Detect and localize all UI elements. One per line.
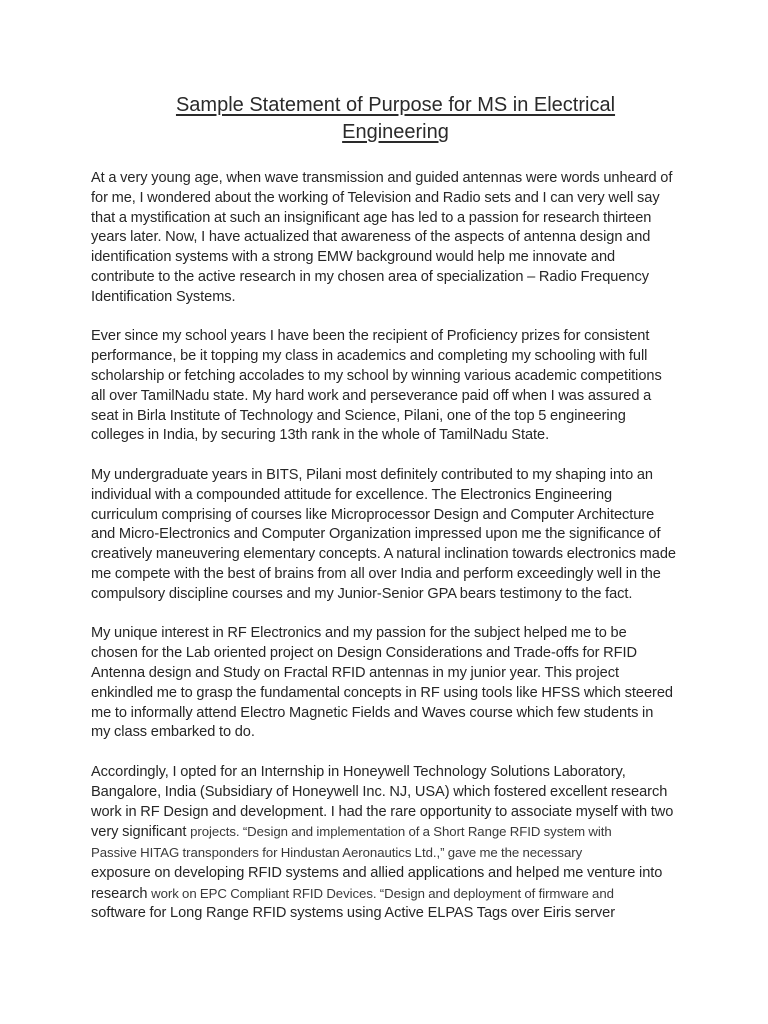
text-line: creatively maneuvering elementary concepts. A natural inclination towards electronics made [91,546,676,563]
text-line: colleges in India, by securing 13th rank in the whole of TamilNadu State. [91,427,550,444]
text-line: chosen for the Lab oriented project on Design Considerations and Trade-offs for RFID [91,645,637,662]
text-line: scholarship or fetching accolades to my school by winning various academic competitions [91,367,662,384]
text-line: me compete with the best of brains from all over India and perform exceedingly well in the [91,565,661,582]
paragraph-2 [91,327,708,446]
text-line: compulsory discipline courses and my Junior-Senior GPA bears testimony to the fact. [91,585,633,602]
text-line: Ever since my school years I have been the recipient of Proficiency prizes for consistent [91,328,650,345]
text-line: for me, I wondered about the working of Television and Radio sets and I can very well say [91,189,660,206]
text-line: and Micro-Electronics and Computer Organization impressed upon me the significance of [91,526,661,543]
text-line: My undergraduate years in BITS, Pilani most definitely contributed to my shaping into an [91,466,653,483]
text-run-small: work on EPC Compliant RFID Devices. “Design and deployment of firmware and [151,885,614,901]
text-line [91,803,708,823]
text-line: that a mystification at such an insignificant age has led to a passion for research thirteen [91,209,652,226]
text-line: seat in Birla Institute of Technology and Science, Pilani, one of the top 5 engineering [91,407,626,424]
paragraph-1 [91,169,708,308]
text-line [91,783,708,803]
text-run: software for Long Range RFID systems using Active ELPAS Tags over Eiris server [91,905,616,922]
text-line: years later. Now, I have actualized that awareness of the aspects of antenna design and [91,229,651,246]
document-title [91,92,708,146]
title-line-2: Engineering [342,121,449,143]
text-run: work in RF Design and development. I had the rare opportunity to associate myself with two [91,803,674,820]
text-run: Accordingly, I opted for an Internship in Honeywell Technology Solutions Laboratory, [91,763,626,780]
text-line: Antenna design and Study on Fractal RFID antennas in my junior year. This project [91,664,619,681]
text-line: enkindled me to grasp the fundamental concepts in RF using tools like HFSS which steered [91,684,673,701]
text-run-small: Passive HITAG transponders for Hindustan Aeronautics Ltd.,” gave me the necessary [91,845,583,861]
text-line: contribute to the active research in my chosen area of specialization – Radio Frequency [91,268,649,285]
text-line: me to informally attend Electro Magnetic Fields and Waves course which few students in [91,704,654,721]
text-line: At a very young age, when wave transmission and guided antennas were words unheard of [91,170,673,186]
text-line [91,843,708,864]
text-line: performance, be it topping my class in academics and completing my schooling with full [91,348,648,365]
text-line: my class embarked to do. [91,724,255,741]
paragraph-4 [91,624,708,743]
text-line: My unique interest in RF Electronics and my passion for the subject helped me to be [91,625,627,642]
text-run: research [91,885,152,902]
text-run: Bangalore, India (Subsidiary of Honeywell Inc. NJ, USA) which fostered excellent research [91,783,668,800]
paragraph-5 [91,763,708,924]
text-line [91,904,708,924]
text-run: exposure on developing RFID systems and allied applications and helped me venture into [91,864,663,881]
text-line: all over TamilNadu state. My hard work and perseverance paid off when I was assured a [91,387,652,404]
text-line: Identification Systems. [91,288,236,305]
text-line: identification systems with a strong EMW background would help me innovate and [91,249,616,266]
paragraph-3 [91,466,708,605]
text-run: very significant [91,824,191,841]
text-line [91,822,708,843]
text-run-small: projects. “Design and implementation of a Short Range RFID system with [190,824,612,840]
text-line: curriculum comprising of courses like Microprocessor Design and Computer Architecture [91,506,655,523]
title-line-1: Sample Statement of Purpose for MS in Electrical [175,94,616,116]
text-line: individual with a compounded attitude for excellence. The Electronics Engineering [91,486,613,503]
text-line [91,763,708,783]
text-line [91,864,708,884]
text-line [91,884,708,905]
